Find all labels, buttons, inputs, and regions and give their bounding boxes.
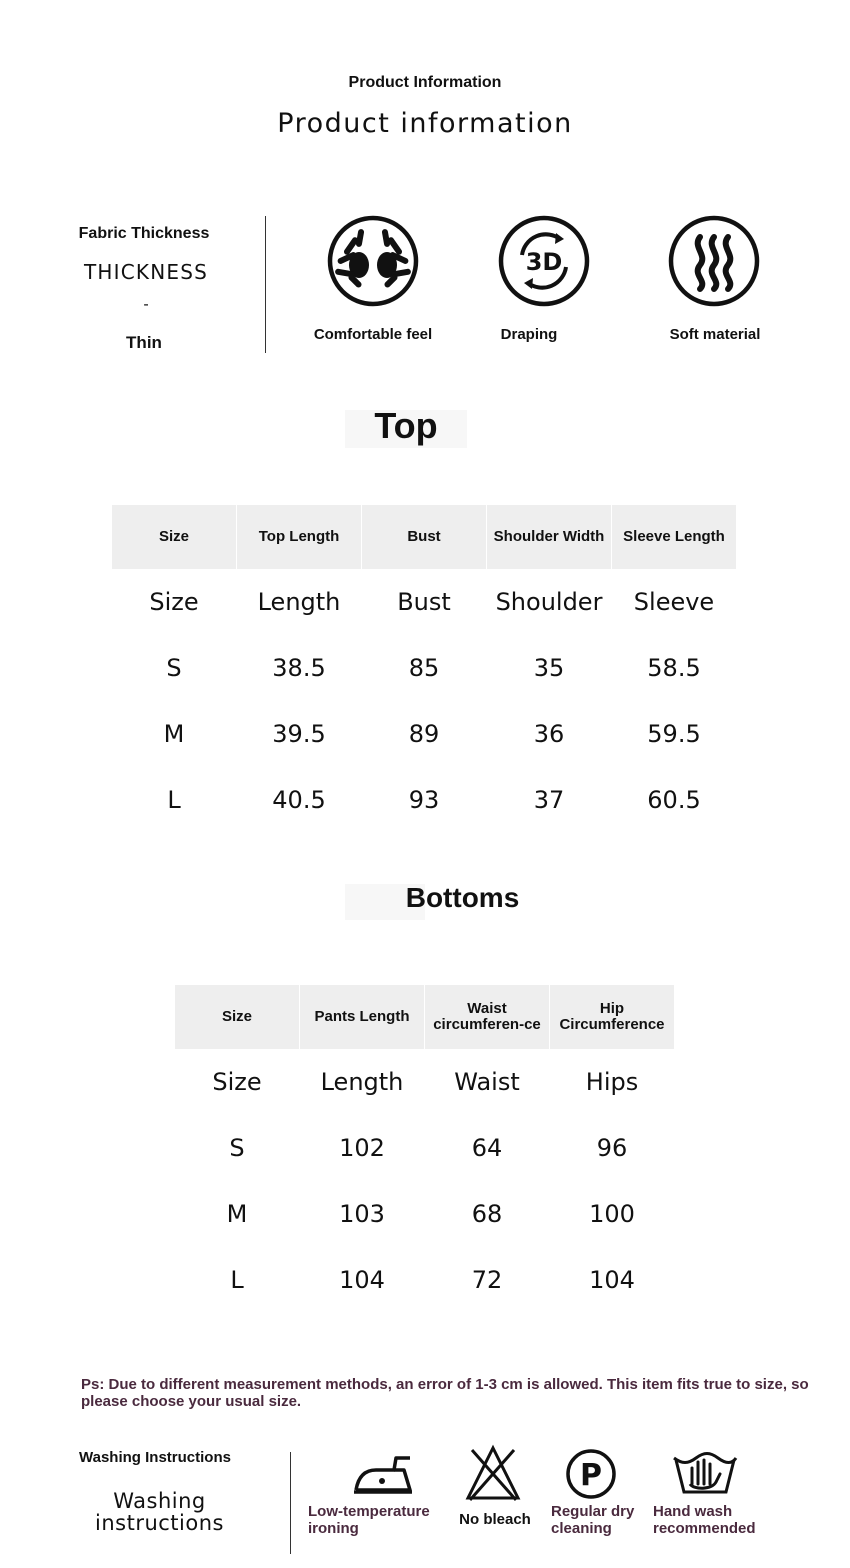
washing-instructions-en: Washing instructions: [95, 1489, 224, 1536]
washing-instructions-label: Washing Instructions: [79, 1449, 231, 1466]
section-kicker: Product Information: [348, 74, 502, 91]
bottom-header-cell: Hip Circumference: [550, 985, 674, 1049]
top-table-cell: 58.5: [647, 654, 701, 682]
feature-label-soft: Soft material: [669, 326, 761, 343]
top-header-cell: Size: [112, 505, 236, 569]
measurement-note: Ps: Due to different measurement methods, an error of 1-3 cm is allowed. This item fits true to size, so please choose your usual size.: [81, 1376, 809, 1411]
top-subheader-cell: Size: [149, 588, 199, 616]
top-table-cell: 93: [408, 786, 440, 814]
hand-wash-icon: [670, 1444, 740, 1509]
3d-rotate-icon: [498, 215, 590, 312]
top-table-cell: L: [167, 786, 181, 814]
bottom-table-cell: S: [229, 1134, 245, 1162]
bottom-table-cell: M: [226, 1200, 248, 1228]
bottom-header-cell: Waist circumferen-ce: [425, 985, 549, 1049]
wash-label-bleach: No bleach: [459, 1511, 531, 1528]
svg-text:P: P: [580, 1458, 602, 1493]
bottom-subheader-cell: Length: [320, 1068, 404, 1096]
vertical-divider: [265, 216, 266, 353]
feature-label-draping: Draping: [500, 326, 558, 343]
hands-icon: [327, 215, 419, 312]
bottom-table-cell: L: [230, 1266, 244, 1294]
top-table-cell: S: [166, 654, 182, 682]
top-header-cell: Bust: [362, 505, 486, 569]
vertical-divider: [290, 1452, 291, 1554]
bottom-header-cell: Size: [175, 985, 299, 1049]
bottom-table-cell: 104: [339, 1266, 385, 1294]
bottom-table-cell: 72: [471, 1266, 503, 1294]
top-header-cell: Top Length: [237, 505, 361, 569]
top-subheader-cell: Length: [257, 588, 341, 616]
wash-label-ironing: Low-temperature ironing: [308, 1503, 430, 1538]
bottom-subheader-cell: Hips: [585, 1068, 639, 1096]
thickness-value: Thin: [126, 333, 162, 352]
top-table-cell: 89: [408, 720, 440, 748]
thickness-separator: -: [143, 296, 149, 313]
bottom-subheader-cell: Waist: [454, 1068, 520, 1096]
top-table-cell: 60.5: [647, 786, 701, 814]
bottom-table-cell: 102: [339, 1134, 385, 1162]
top-table-cell: 37: [533, 786, 565, 814]
top-subheader-cell: Shoulder: [495, 588, 603, 616]
svg-text:3D: 3D: [525, 248, 563, 276]
bottom-header-cell: Pants Length: [300, 985, 424, 1049]
bottom-table-title: Bottoms: [405, 882, 520, 913]
top-header-cell: Sleeve Length: [612, 505, 736, 569]
wash-label-hand-wash: Hand wash recommended: [653, 1503, 756, 1538]
bottom-table-cell: 64: [471, 1134, 503, 1162]
top-header-cell: Shoulder Width: [487, 505, 611, 569]
top-subheader-cell: Bust: [397, 588, 451, 616]
top-table-cell: 40.5: [272, 786, 326, 814]
top-table-cell: M: [163, 720, 185, 748]
bottom-table-cell: 68: [471, 1200, 503, 1228]
thickness-label-en: THICKNESS: [83, 260, 209, 284]
feature-label-comfortable: Comfortable feel: [313, 326, 433, 343]
top-table-cell: 35: [533, 654, 565, 682]
top-table-cell: 38.5: [272, 654, 326, 682]
bottom-table-cell: 104: [589, 1266, 635, 1294]
dry-clean-icon: [556, 1444, 626, 1509]
top-table-cell: 85: [408, 654, 440, 682]
fabric-thickness-label: Fabric Thickness: [78, 225, 210, 242]
no-bleach-icon: [458, 1444, 528, 1509]
bottom-table-cell: 103: [339, 1200, 385, 1228]
top-table-cell: 39.5: [272, 720, 326, 748]
bottom-table-cell: 100: [589, 1200, 635, 1228]
page-title: Product information: [277, 108, 573, 139]
top-table-cell: 36: [533, 720, 565, 748]
top-subheader-cell: Sleeve: [633, 588, 715, 616]
bottom-subheader-cell: Size: [212, 1068, 262, 1096]
top-table-title: Top: [374, 405, 438, 446]
top-table-cell: 59.5: [647, 720, 701, 748]
bottom-table-cell: 96: [596, 1134, 628, 1162]
wash-label-dry-clean: Regular dry cleaning: [551, 1503, 635, 1538]
soft-wave-icon: [668, 215, 760, 312]
